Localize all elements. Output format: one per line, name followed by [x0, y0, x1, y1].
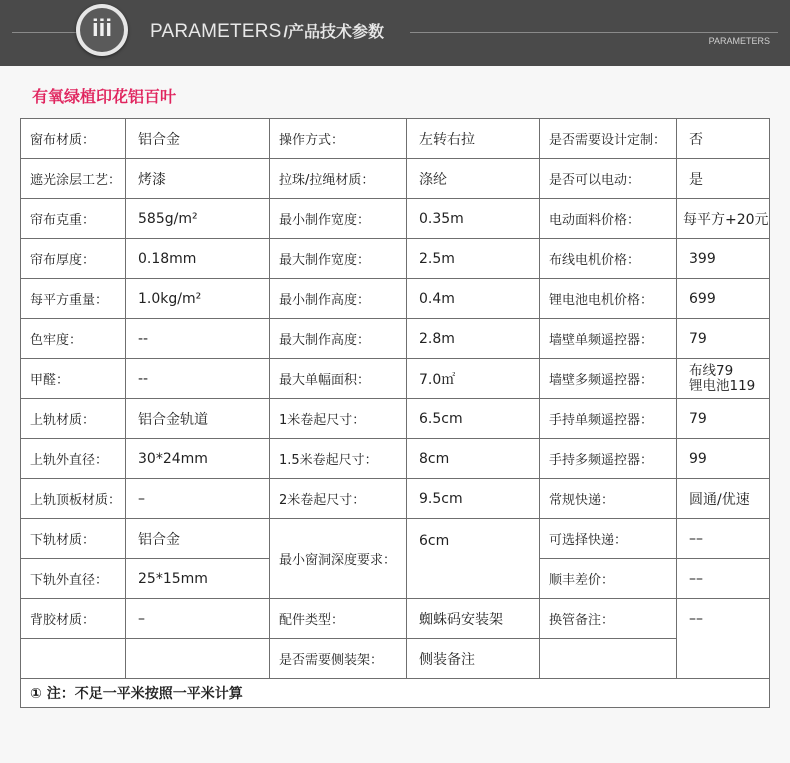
spec-label: 背胶材质： — [21, 599, 126, 639]
spec-value: 79 — [677, 399, 770, 439]
spec-label: 最大单幅面积： — [270, 359, 407, 399]
spec-value: 1.0kg/m² — [126, 279, 270, 319]
spec-value: 2.8m — [407, 319, 540, 359]
footnote: ① 注：不足一平米按照一平米计算 — [21, 679, 770, 708]
spec-label: 是否需要侧装架： — [270, 639, 407, 679]
spec-label: 电动面料价格： — [540, 199, 677, 239]
table-row — [21, 479, 770, 519]
section-badge — [76, 4, 128, 56]
spec-label — [540, 639, 677, 679]
table-row — [21, 239, 770, 279]
spec-value: 79 — [677, 319, 770, 359]
spec-label: 最小制作高度： — [270, 279, 407, 319]
spec-label: 下轨外直径： — [21, 559, 126, 599]
spec-label: 可选择快递： — [540, 519, 677, 559]
header-line-right — [410, 32, 778, 33]
spec-value: – — [126, 479, 270, 519]
spec-label — [21, 639, 126, 679]
spec-value: 6.5cm — [407, 399, 540, 439]
spec-value: 0.35m — [407, 199, 540, 239]
spec-value-line: 锂电池119 — [689, 377, 756, 394]
table-row — [21, 279, 770, 319]
spec-label: 色牢度： — [21, 319, 126, 359]
spec-label: 常规快递： — [540, 479, 677, 519]
table-row — [21, 199, 770, 239]
spec-label: 配件类型： — [270, 599, 407, 639]
spec-value: 铝合金轨道 — [126, 399, 270, 439]
spec-label: 锂电池电机价格： — [540, 279, 677, 319]
spec-label: 手持多频遥控器： — [540, 439, 677, 479]
spec-label: 最大制作高度： — [270, 319, 407, 359]
spec-value: 99 — [677, 439, 770, 479]
spec-value: –– — [677, 559, 770, 599]
header-small-label: PARAMETERS — [708, 36, 770, 46]
table-row — [21, 599, 770, 639]
spec-value: –– — [677, 599, 770, 679]
spec-value — [126, 639, 270, 679]
table-row — [21, 519, 770, 559]
spec-value: 30*24mm — [126, 439, 270, 479]
spec-label: 拉珠/拉绳材质： — [270, 159, 407, 199]
badge-label: iii — [80, 8, 124, 52]
spec-value: 烤漆 — [126, 159, 270, 199]
spec-value: 蜘蛛码安装架 — [407, 599, 540, 639]
spec-value: 铝合金 — [126, 119, 270, 159]
spec-value: 侧装备注 — [407, 639, 540, 679]
spec-value: 7.0㎡ — [407, 359, 540, 399]
spec-value: 8cm — [407, 439, 540, 479]
spec-value: 圆通/优速 — [677, 479, 770, 519]
table-row — [21, 159, 770, 199]
spec-label: 甲醛： — [21, 359, 126, 399]
section-title-en: PARAMETERS — [150, 21, 282, 42]
table-row — [21, 119, 770, 159]
spec-label: 1.5米卷起尺寸： — [270, 439, 407, 479]
spec-label: 遮光涂层工艺： — [21, 159, 126, 199]
spec-value: –– — [677, 519, 770, 559]
spec-label: 是否需要设计定制： — [540, 119, 677, 159]
spec-value: 是 — [677, 159, 770, 199]
table-row — [21, 359, 770, 399]
spec-label: 下轨材质： — [21, 519, 126, 559]
spec-value: 2.5m — [407, 239, 540, 279]
spec-label: 换管备注： — [540, 599, 677, 639]
spec-value: -- — [126, 359, 270, 399]
table-row — [21, 319, 770, 359]
spec-label: 顺丰差价： — [540, 559, 677, 599]
spec-label: 最大制作宽度： — [270, 239, 407, 279]
spec-label: 最小窗洞深度要求： — [270, 519, 407, 599]
spec-label: 帘布厚度： — [21, 239, 126, 279]
spec-table — [20, 118, 770, 708]
spec-label: 1米卷起尺寸： — [270, 399, 407, 439]
header-line-left — [12, 32, 78, 33]
spec-value: 涤纶 — [407, 159, 540, 199]
spec-label: 手持单频遥控器： — [540, 399, 677, 439]
product-title: 有氧绿植印花铝百叶 — [32, 87, 177, 106]
spec-label: 上轨材质： — [21, 399, 126, 439]
spec-value: 左转右拉 — [407, 119, 540, 159]
spec-value-line: 布线79 — [689, 362, 734, 379]
spec-value: 每平方+20元 — [677, 199, 770, 239]
section-title — [150, 20, 384, 44]
spec-label: 墙壁单频遥控器： — [540, 319, 677, 359]
spec-value-multi — [677, 359, 770, 399]
spec-label: 操作方式： — [270, 119, 407, 159]
note-row — [21, 679, 770, 708]
spec-value: 6cm — [407, 519, 540, 599]
spec-value: 铝合金 — [126, 519, 270, 559]
spec-label: 每平方重量： — [21, 279, 126, 319]
spec-label: 是否可以电动： — [540, 159, 677, 199]
spec-value: – — [126, 599, 270, 639]
table-row — [21, 439, 770, 479]
spec-label: 2米卷起尺寸： — [270, 479, 407, 519]
section-title-zh: /产品技术参数 — [283, 24, 384, 41]
spec-value: 585g/m² — [126, 199, 270, 239]
spec-label: 窗布材质： — [21, 119, 126, 159]
table-row — [21, 399, 770, 439]
spec-label: 帘布克重： — [21, 199, 126, 239]
spec-value: 9.5cm — [407, 479, 540, 519]
table-row — [21, 639, 770, 679]
spec-value: -- — [126, 319, 270, 359]
header-banner — [0, 0, 790, 66]
spec-label: 墙壁多频遥控器： — [540, 359, 677, 399]
spec-label: 上轨外直径： — [21, 439, 126, 479]
spec-label: 布线电机价格： — [540, 239, 677, 279]
spec-value: 399 — [677, 239, 770, 279]
spec-label: 上轨顶板材质： — [21, 479, 126, 519]
spec-value: 0.4m — [407, 279, 540, 319]
spec-value: 25*15mm — [126, 559, 270, 599]
spec-value: 0.18mm — [126, 239, 270, 279]
spec-value: 699 — [677, 279, 770, 319]
spec-value: 否 — [677, 119, 770, 159]
spec-label: 最小制作宽度： — [270, 199, 407, 239]
